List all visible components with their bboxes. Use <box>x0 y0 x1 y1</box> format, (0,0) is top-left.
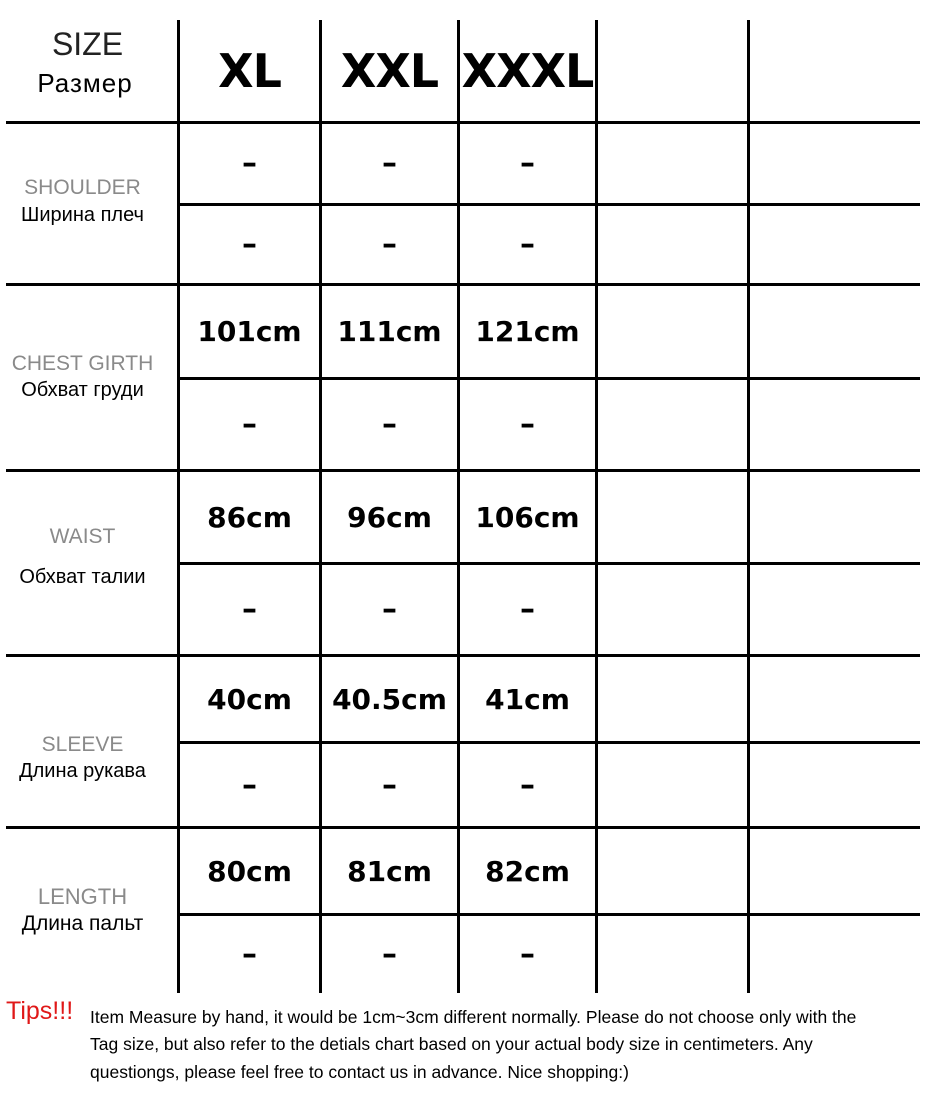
shoulder-xl-value-2: – <box>242 227 257 262</box>
size-xl-header: XL <box>218 43 281 98</box>
length-xl-value-2: – <box>242 937 257 972</box>
length-xxl-value: 81cm <box>347 854 432 888</box>
length-xxxl-value: 82cm <box>485 854 570 888</box>
chest-xxxl-value-2: – <box>520 407 535 442</box>
tips-line: Tag size, but also refer to the detials chart based on your actual body size in centimeters. Any <box>90 1034 813 1054</box>
shoulder-xxl-value: – <box>382 146 397 181</box>
row-label-length: LENGTH <box>37 884 128 909</box>
shoulder-xxxl-value: – <box>520 146 535 181</box>
waist-xxxl-value-2: – <box>520 592 535 627</box>
waist-xxxl-value: 106cm <box>475 500 580 534</box>
tips-label: Tips!!! <box>6 997 74 1025</box>
row-label-length-ru: Длина пальт <box>21 912 144 935</box>
shoulder-xxxl-value-2: – <box>520 227 535 262</box>
grid-divider <box>595 20 598 993</box>
length-xxxl-value-2: – <box>520 937 535 972</box>
row-label-sleeve-ru: Длина рукава <box>19 760 146 782</box>
size-xxxl-header: XXXL <box>461 43 594 98</box>
sleeve-xxl-value: 40.5cm <box>332 682 447 716</box>
tips-line: Item Measure by hand, it would be 1cm~3cm different normally. Please do not choose only with the <box>90 1007 857 1027</box>
sleeve-xxxl-value-2: – <box>520 767 535 803</box>
size-xxl-header: XXL <box>340 43 439 98</box>
row-label-sleeve: SLEEVE <box>41 733 124 756</box>
shoulder-xl-value: – <box>242 146 257 181</box>
sleeve-xxxl-value: 41cm <box>485 682 570 716</box>
waist-xl-value-2: – <box>242 592 257 627</box>
chest-xl-value-2: – <box>242 407 257 442</box>
chest-xxxl-value: 121cm <box>475 315 580 348</box>
shoulder-xxl-value-2: – <box>382 227 397 262</box>
length-xl-value: 80cm <box>207 854 292 888</box>
row-label-waist: WAIST <box>49 525 116 548</box>
chest-xl-value: 101cm <box>197 315 302 348</box>
sleeve-xxl-value-2: – <box>382 767 397 803</box>
row-label-waist-ru: Обхват талии <box>19 566 146 588</box>
sleeve-xl-value-2: – <box>242 767 257 803</box>
row-label-shoulder-ru: Ширина плеч <box>21 204 144 226</box>
size-label: SIZE <box>51 26 124 62</box>
sleeve-xl-value: 40cm <box>207 682 292 716</box>
row-label-shoulder: SHOULDER <box>24 176 141 199</box>
grid-divider <box>747 20 750 993</box>
chest-xxl-value: 111cm <box>337 315 442 348</box>
tips-line: questiongs, please feel free to contact us in advance. Nice shopping:) <box>90 1062 629 1082</box>
waist-xxl-value: 96cm <box>347 500 432 534</box>
size-label-ru: Размер <box>37 68 133 98</box>
waist-xxl-value-2: – <box>382 592 397 627</box>
length-xxl-value-2: – <box>382 937 397 972</box>
row-label-chest-ru: Обхват груди <box>21 379 144 401</box>
chest-xxl-value-2: – <box>382 407 397 442</box>
waist-xl-value: 86cm <box>207 500 292 534</box>
row-label-chest: CHEST GIRTH <box>11 352 154 375</box>
